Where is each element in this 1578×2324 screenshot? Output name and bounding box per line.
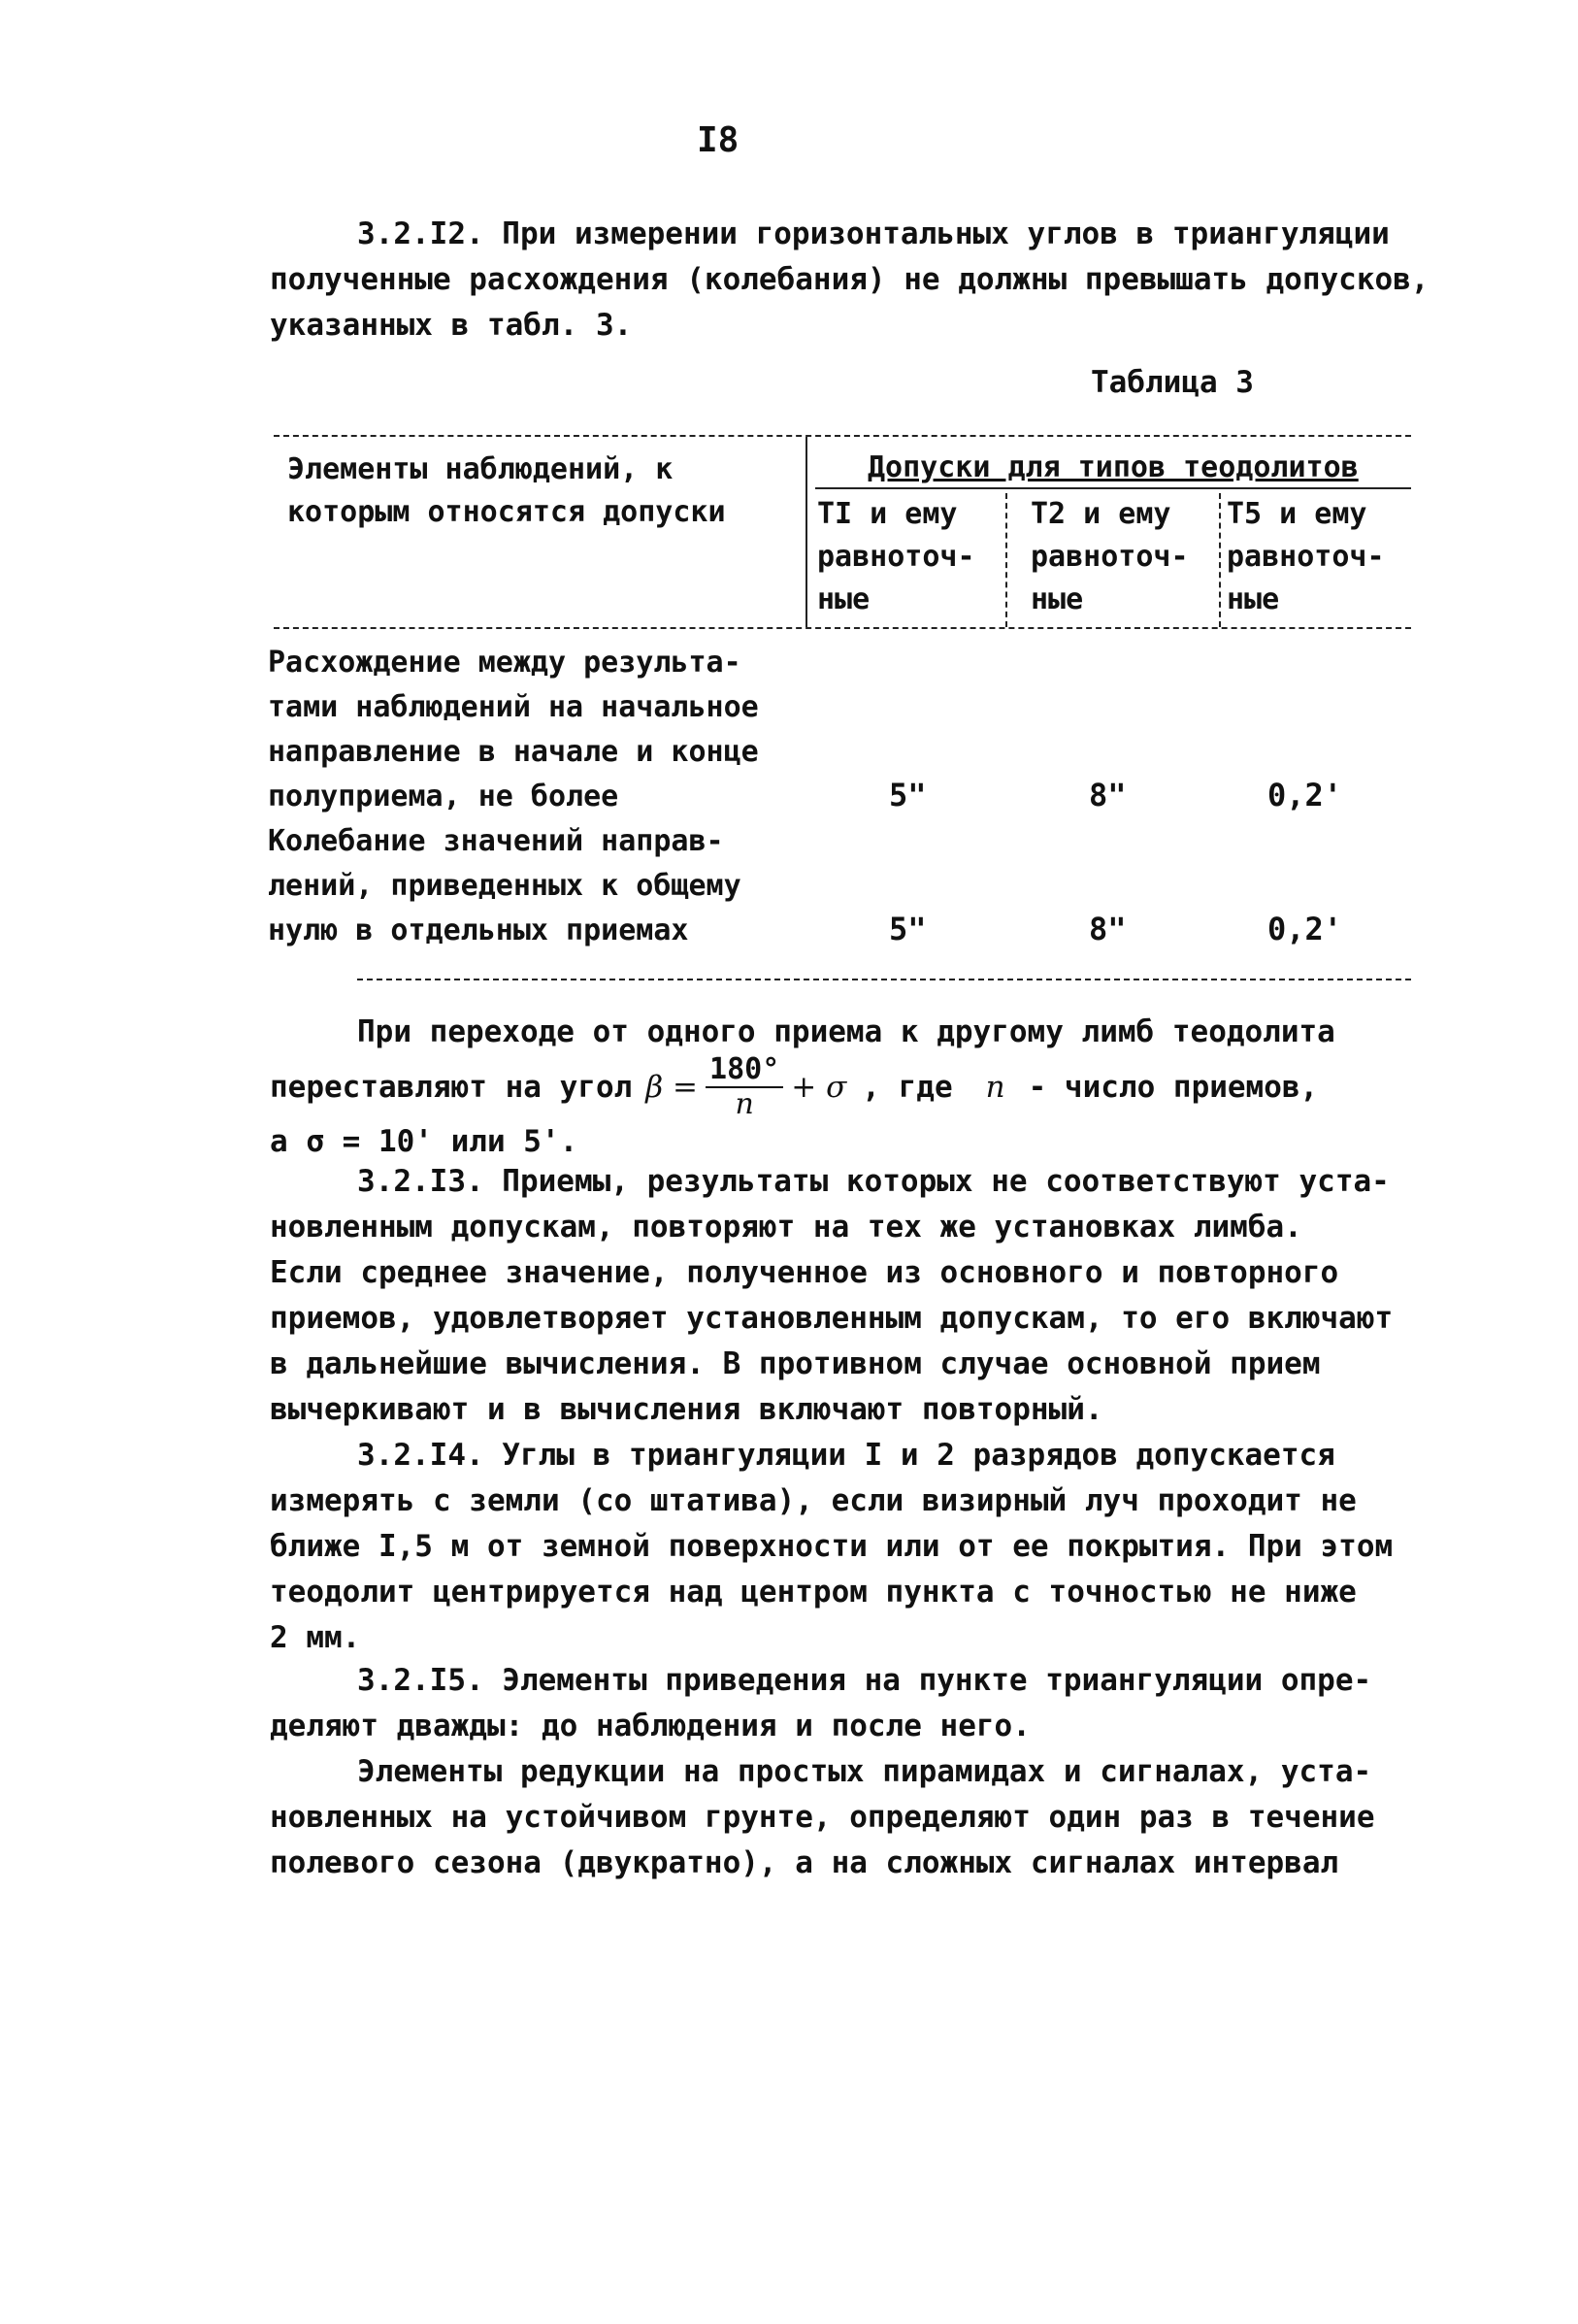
text-line: вычеркивают и в вычисления включают повторный.: [270, 1392, 1103, 1427]
table-bottom-rule: [357, 979, 1411, 980]
n-symbol: n: [985, 1069, 1005, 1105]
section-3-2-15: [270, 1658, 1405, 1749]
table-col-header-t5: T5 и ему равноточ- ные: [1227, 497, 1385, 616]
text-line: а σ = 10' или 5'.: [270, 1124, 578, 1159]
text-line: При переходе от одного приема к другому лимб теодолита: [357, 1014, 1335, 1049]
text-line: полученные расхождения (колебания) не должны превышать допусков,: [270, 262, 1430, 297]
table-col-header-t2: T2 и ему равноточ- ные: [1031, 497, 1189, 616]
section-3-2-13: [270, 1159, 1405, 1433]
table-col-header-t1: TI и ему равноточ- ные: [817, 497, 975, 616]
text-line: 3.2.I2. При измерении горизонтальных углов в триангуляции: [357, 216, 1390, 251]
table-cell-value: 5": [889, 911, 927, 947]
table-cell-value: 5": [889, 777, 927, 813]
text-line: 2 мм.: [270, 1620, 361, 1655]
table-cell-value: 0,2': [1267, 911, 1343, 947]
page-number: I8: [697, 120, 740, 160]
fraction: $\frac{180^\circ}{n}$: [706, 1055, 783, 1119]
text-line: измерять с земли (со штатива), если визирный луч проходит не: [270, 1483, 1357, 1518]
text-line: деляют дважды: до наблюдения и после него.: [270, 1709, 1031, 1743]
table-group-header: Допуски для типов теодолитов: [868, 450, 1359, 484]
table-header-rule: [274, 627, 1411, 629]
section-3-2-14: [270, 1433, 1405, 1661]
text-line: 3.2.I3. Приемы, результаты которых не соответствуют уста-: [357, 1164, 1390, 1199]
text-line: новленных на устойчивом грунте, определяют один раз в течение: [270, 1800, 1375, 1835]
limb-shift-paragraph: [270, 1010, 1405, 1165]
text-line: 3.2.I5. Элементы приведения на пункте триангуляции опре-: [357, 1663, 1372, 1698]
text-line: приемов, удовлетворяет установленным допускам, то его включают: [270, 1301, 1394, 1336]
table-cell-value: 8": [1089, 911, 1127, 947]
table-divider: [1219, 493, 1221, 627]
table-header-left: Элементы наблюдений, к которым относятся допуски: [287, 452, 726, 529]
text-line: Если среднее значение, полученное из основного и повторного: [270, 1255, 1339, 1290]
text-line: в дальнейшие вычисления. В противном случае основной прием: [270, 1346, 1321, 1381]
text-line: Элементы редукции на простых пирамидах и сигналах, уста-: [357, 1754, 1372, 1789]
text-line: указанных в табл. 3.: [270, 308, 633, 343]
plus-sigma: + σ: [791, 1069, 847, 1105]
formula-line: переставляют на угол β = $\frac{180^\circ}{n}$ + σ , где n - число приемов,: [270, 1052, 1319, 1121]
text-line: новленным допускам, повторяют на тех же установках лимба.: [270, 1210, 1302, 1245]
table-top-rule: [274, 435, 1411, 437]
table-cell-value: 0,2': [1267, 777, 1343, 813]
reduction-paragraph: [270, 1749, 1405, 1886]
text-line: полевого сезона (двукратно), а на сложных сигналах интервал: [270, 1845, 1339, 1880]
section-3-2-12: [270, 212, 1430, 349]
table-divider: [1005, 493, 1007, 627]
text-line: ближе I,5 м от земной поверхности или от ее покрытия. При этом: [270, 1529, 1394, 1564]
text-line: 3.2.I4. Углы в триангуляции I и 2 разрядов допускается: [357, 1438, 1335, 1473]
table-cell-value: 8": [1089, 777, 1127, 813]
table-divider: [805, 437, 807, 627]
text-line: теодолит центрируется над центром пункта с точностью не ниже: [270, 1575, 1357, 1610]
table-caption: Таблица 3: [1091, 365, 1254, 400]
beta-symbol: β =: [645, 1069, 699, 1105]
table-row-label: Расхождение между результа- тами наблюдений на начальное направление в начале и конце полуприема, не более Колебание значений направ- лений, приведенных к общему нулю в отдельных приемах: [268, 646, 759, 947]
